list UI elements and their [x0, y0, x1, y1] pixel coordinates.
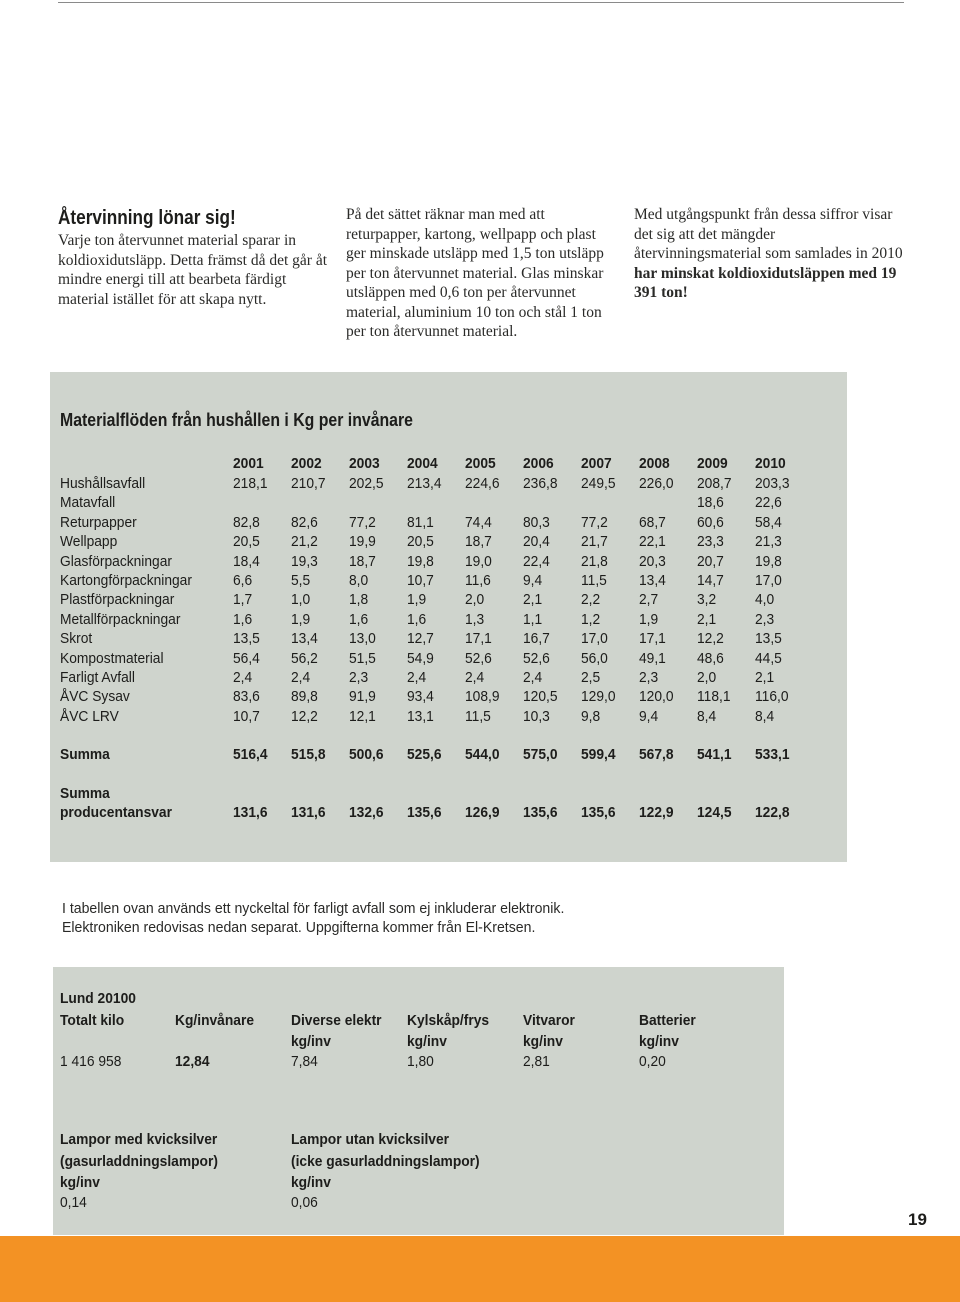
table-cell: 19,9 — [349, 533, 376, 551]
table-cell: 13,4 — [291, 630, 318, 648]
row-label: ÅVC Sysav — [60, 688, 130, 706]
table-cell: 20,3 — [639, 552, 666, 570]
lamp-value: 0,14 — [60, 1194, 87, 1211]
table-cell: 1,3 — [465, 610, 485, 628]
table-cell: 19,8 — [407, 552, 434, 570]
electronics-value: 1 416 958 — [60, 1053, 122, 1070]
lamp-head: Lampor med kvicksilver — [60, 1131, 218, 1148]
table-cell: 3,2 — [697, 591, 717, 609]
table-cell: 116,0 — [755, 688, 789, 706]
table-cell: 8,4 — [755, 707, 775, 725]
table-cell: 1,9 — [291, 610, 311, 628]
table-cell: 13,5 — [233, 630, 260, 648]
intro-highlight: har minskat koldioxidutsläppen med 19 391 ton! — [634, 264, 897, 301]
table-cell: 80,3 — [523, 513, 550, 531]
table-cell: 1,7 — [233, 591, 253, 609]
intro-column-2 — [346, 205, 618, 342]
table-cell: 11,6 — [465, 572, 491, 589]
producent-cell: 122,8 — [755, 804, 790, 821]
table-cell: 9,4 — [639, 707, 659, 725]
page-number: 19 — [908, 1210, 927, 1229]
year-header: 2001 — [233, 455, 264, 472]
year-header: 2003 — [349, 455, 380, 472]
producent-cell: 124,5 — [697, 804, 732, 821]
table-cell: 13,4 — [639, 572, 666, 589]
table-cell: 93,4 — [407, 688, 434, 706]
table-cell: 1,1 — [523, 610, 543, 628]
table-cell: 8,4 — [697, 707, 717, 725]
table-cell: 1,6 — [407, 610, 427, 628]
table-cell: 120,0 — [639, 688, 674, 706]
table-cell: 10,7 — [407, 572, 434, 589]
table-cell: 12,1 — [349, 707, 376, 725]
electronics-value: 7,84 — [291, 1053, 318, 1070]
table-cell: 10,3 — [523, 707, 550, 725]
producent-cell: 135,6 — [581, 804, 616, 821]
table-cell: 2,4 — [291, 669, 311, 686]
top-rule — [58, 2, 904, 3]
table-cell: 2,2 — [581, 591, 601, 609]
table-cell: 56,4 — [233, 649, 260, 667]
note-line-1: I tabellen ovan används ett nyckeltal för farligt avfall som ej inkluderar elektronik. — [62, 900, 565, 917]
table-cell: 23,3 — [697, 533, 724, 551]
table-cell: 2,1 — [755, 669, 775, 686]
electronics-column-head: Kg/invånare — [175, 1012, 255, 1029]
table-cell: 18,7 — [465, 533, 492, 551]
intro-title: Återvinning lönar sig! — [58, 207, 236, 229]
electronics-column-unit: kg/inv — [523, 1033, 563, 1050]
electronics-value: 12,84 — [175, 1053, 210, 1070]
table-cell: 1,9 — [407, 591, 427, 609]
table-cell: 17,0 — [581, 630, 608, 648]
table-cell: 11,5 — [465, 707, 491, 725]
table-cell: 1,9 — [639, 610, 659, 628]
electronics-column-head: Totalt kilo — [60, 1012, 125, 1029]
table-cell: 1,2 — [581, 610, 601, 628]
row-label: Glasförpackningar — [60, 552, 172, 570]
table-cell: 2,4 — [233, 669, 253, 686]
table-cell: 202,5 — [349, 475, 384, 492]
table-cell: 17,0 — [755, 572, 782, 589]
table-cell: 203,3 — [755, 475, 790, 492]
electronics-title: Lund 20100 — [60, 990, 136, 1007]
table-cell: 20,5 — [233, 533, 260, 551]
table-cell: 81,1 — [407, 513, 434, 531]
table-cell: 9,8 — [581, 707, 601, 725]
producent-cell: 135,6 — [407, 804, 442, 821]
note-line-2: Elektroniken redovisas nedan separat. Uppgifterna kommer från El-Kretsen. — [62, 919, 536, 936]
year-header: 2002 — [291, 455, 322, 472]
producent-cell: 131,6 — [291, 804, 326, 821]
table-cell: 2,3 — [755, 610, 775, 628]
table-cell: 1,6 — [349, 610, 369, 628]
table-cell: 13,1 — [407, 707, 434, 725]
electronics-column-head: Diverse elektr — [291, 1012, 382, 1029]
year-header: 2008 — [639, 455, 670, 472]
table-cell: 2,1 — [697, 610, 717, 628]
table-cell: 20,5 — [407, 533, 434, 551]
table-cell: 22,1 — [639, 533, 666, 551]
summa-cell: 515,8 — [291, 746, 326, 763]
table-cell: 21,2 — [291, 533, 318, 551]
table-cell: 58,4 — [755, 513, 782, 531]
table-cell: 89,8 — [291, 688, 318, 706]
table-cell: 17,1 — [465, 630, 492, 648]
row-label: Metallförpackningar — [60, 610, 181, 628]
material-flow-table — [50, 372, 847, 862]
table-cell: 2,4 — [523, 669, 543, 686]
row-label: Plastförpackningar — [60, 591, 175, 609]
table-cell: 52,6 — [523, 649, 550, 667]
producent-cell: 126,9 — [465, 804, 500, 821]
table-cell: 18,7 — [349, 552, 376, 570]
table-cell: 13,0 — [349, 630, 376, 648]
intro-column-1 — [58, 205, 328, 309]
table-cell: 19,3 — [291, 552, 318, 570]
table-cell: 2,0 — [465, 591, 485, 609]
table-cell: 20,7 — [697, 552, 724, 570]
summa-cell: 567,8 — [639, 746, 674, 763]
table-cell: 52,6 — [465, 649, 492, 667]
table-cell: 82,6 — [291, 513, 318, 531]
table-cell: 60,6 — [697, 513, 724, 531]
table-cell: 54,9 — [407, 649, 434, 667]
producent-cell: 132,6 — [349, 804, 384, 821]
table-cell: 2,1 — [523, 591, 543, 609]
year-header: 2010 — [755, 455, 786, 472]
table-cell: 129,0 — [581, 688, 616, 706]
row-label: Hushållsavfall — [60, 475, 146, 492]
table-cell: 4,0 — [755, 591, 775, 609]
year-header: 2004 — [407, 455, 438, 472]
lamp-unit: kg/inv — [60, 1174, 100, 1191]
table-cell: 21,7 — [581, 533, 608, 551]
table-cell: 249,5 — [581, 475, 616, 492]
table-cell: 22,4 — [523, 552, 550, 570]
electronics-column-unit: kg/inv — [407, 1033, 447, 1050]
row-label: Kompostmaterial — [60, 649, 164, 667]
row-label: Farligt Avfall — [60, 669, 135, 686]
year-header: 2005 — [465, 455, 496, 472]
table-cell: 21,8 — [581, 552, 608, 570]
table-cell: 236,8 — [523, 475, 558, 492]
table-cell: 118,1 — [697, 688, 731, 706]
table-cell: 1,8 — [349, 591, 369, 609]
table-cell: 208,7 — [697, 475, 732, 492]
table-cell: 224,6 — [465, 475, 500, 492]
table-cell: 49,1 — [639, 649, 666, 667]
table-cell: 6,6 — [233, 572, 253, 589]
table-cell: 12,2 — [697, 630, 724, 648]
row-label: Returpapper — [60, 513, 137, 531]
table-cell: 213,4 — [407, 475, 442, 492]
table-cell: 1,0 — [291, 591, 311, 609]
table-cell: 13,5 — [755, 630, 782, 648]
table-cell: 8,0 — [349, 572, 369, 589]
table-cell: 21,3 — [755, 533, 782, 551]
electronics-value: 0,20 — [639, 1053, 666, 1070]
intro-text-3: Med utgångspunkt från dessa siffror visar det sig att det mängder återvinningsmaterial som samlades in 2010 — [634, 206, 903, 262]
table-cell: 1,6 — [233, 610, 253, 628]
table-title: Materialflöden från hushållen i Kg per invånare — [60, 410, 413, 430]
table-cell: 56,0 — [581, 649, 608, 667]
table-cell: 16,7 — [523, 630, 550, 648]
row-label: Kartongförpackningar — [60, 572, 192, 589]
table-cell: 77,2 — [349, 513, 376, 531]
table-cell: 226,0 — [639, 475, 674, 492]
summa-label: Summa — [60, 746, 110, 763]
electronics-column-unit: kg/inv — [291, 1033, 331, 1050]
table-cell: 12,7 — [407, 630, 434, 648]
table-cell: 14,7 — [697, 572, 724, 589]
table-cell: 56,2 — [291, 649, 318, 667]
summa-cell: 575,0 — [523, 746, 558, 763]
electronics-value: 1,80 — [407, 1053, 434, 1070]
electronics-column-unit: kg/inv — [639, 1033, 679, 1050]
lamp-value: 0,06 — [291, 1194, 318, 1211]
electronics-column-head: Kylskåp/frys — [407, 1012, 490, 1029]
summa-cell: 599,4 — [581, 746, 616, 763]
table-cell: 2,0 — [697, 669, 717, 686]
electronics-value: 2,81 — [523, 1053, 550, 1070]
row-label: ÅVC LRV — [60, 707, 119, 725]
table-cell: 18,4 — [233, 552, 260, 570]
table-cell: 2,3 — [639, 669, 659, 686]
table-cell: 19,0 — [465, 552, 492, 570]
table-note — [62, 899, 564, 937]
summa-cell: 516,4 — [233, 746, 268, 763]
producent-label: producentansvar — [60, 804, 172, 821]
table-cell: 11,5 — [581, 572, 607, 589]
table-cell: 2,4 — [465, 669, 485, 686]
electronics-panel — [53, 967, 784, 1235]
producent-cell: 131,6 — [233, 804, 268, 821]
table-cell: 9,4 — [523, 572, 543, 589]
table-cell: 120,5 — [523, 688, 558, 706]
table-cell: 51,5 — [349, 649, 376, 667]
table-cell: 20,4 — [523, 533, 550, 551]
summa-cell: 500,6 — [349, 746, 384, 763]
table-cell: 2,3 — [349, 669, 369, 686]
table-cell: 68,7 — [639, 513, 666, 531]
footer-bar — [0, 1236, 960, 1302]
producent-cell: 122,9 — [639, 804, 674, 821]
table-cell: 2,4 — [407, 669, 427, 686]
intro-column-3 — [634, 205, 906, 303]
electronics-column-head: Vitvaror — [523, 1012, 575, 1029]
lamp-head: (gasurladdningslampor) — [60, 1153, 218, 1170]
table-cell: 44,5 — [755, 649, 782, 667]
intro-text-2: På det sättet räknar man med att returpapper, kartong, wellpapp och plast ger minskade utsläpp med 1,5 ton utsläpp per ton återvunnet material. Glas minskar utsläppen med 0,6 ton per återvunnet material, aluminium 10 ton och stål 1 ton per ton återvunnet material. — [346, 206, 604, 340]
table-cell: 91,9 — [349, 688, 376, 706]
table-cell: 74,4 — [465, 513, 492, 531]
table-cell: 2,7 — [639, 591, 659, 609]
summa-cell: 541,1 — [697, 746, 732, 763]
table-cell: 22,6 — [755, 494, 782, 512]
producent-cell: 135,6 — [523, 804, 558, 821]
table-cell: 2,5 — [581, 669, 601, 686]
row-label: Skrot — [60, 630, 93, 648]
table-cell: 77,2 — [581, 513, 608, 531]
table-cell: 218,1 — [233, 475, 268, 492]
lamp-head: Lampor utan kvicksilver — [291, 1131, 450, 1148]
table-cell: 48,6 — [697, 649, 724, 667]
summa-cell: 525,6 — [407, 746, 442, 763]
row-label: Wellpapp — [60, 533, 118, 551]
intro-text-1: Varje ton återvunnet material sparar in koldioxidutsläpp. Detta främst då det går åt mindre energi till att bearbeta färdigt material istället för att skapa nytt. — [58, 232, 328, 308]
table-cell: 5,5 — [291, 572, 311, 589]
table-cell: 18,6 — [697, 494, 724, 512]
table-cell: 83,6 — [233, 688, 260, 706]
lamp-head: (icke gasurladdningslampor) — [291, 1153, 480, 1170]
table-cell: 108,9 — [465, 688, 500, 706]
year-header: 2009 — [697, 455, 728, 472]
row-label: Matavfall — [60, 494, 116, 512]
table-cell: 12,2 — [291, 707, 318, 725]
year-header: 2006 — [523, 455, 554, 472]
table-cell: 82,8 — [233, 513, 260, 531]
producent-label: Summa — [60, 785, 110, 802]
electronics-column-head: Batterier — [639, 1012, 696, 1029]
year-header: 2007 — [581, 455, 612, 472]
table-cell: 10,7 — [233, 707, 260, 725]
table-cell: 19,8 — [755, 552, 782, 570]
lamp-unit: kg/inv — [291, 1174, 331, 1191]
summa-cell: 533,1 — [755, 746, 790, 763]
summa-cell: 544,0 — [465, 746, 500, 763]
table-cell: 17,1 — [639, 630, 666, 648]
table-cell: 210,7 — [291, 475, 326, 492]
